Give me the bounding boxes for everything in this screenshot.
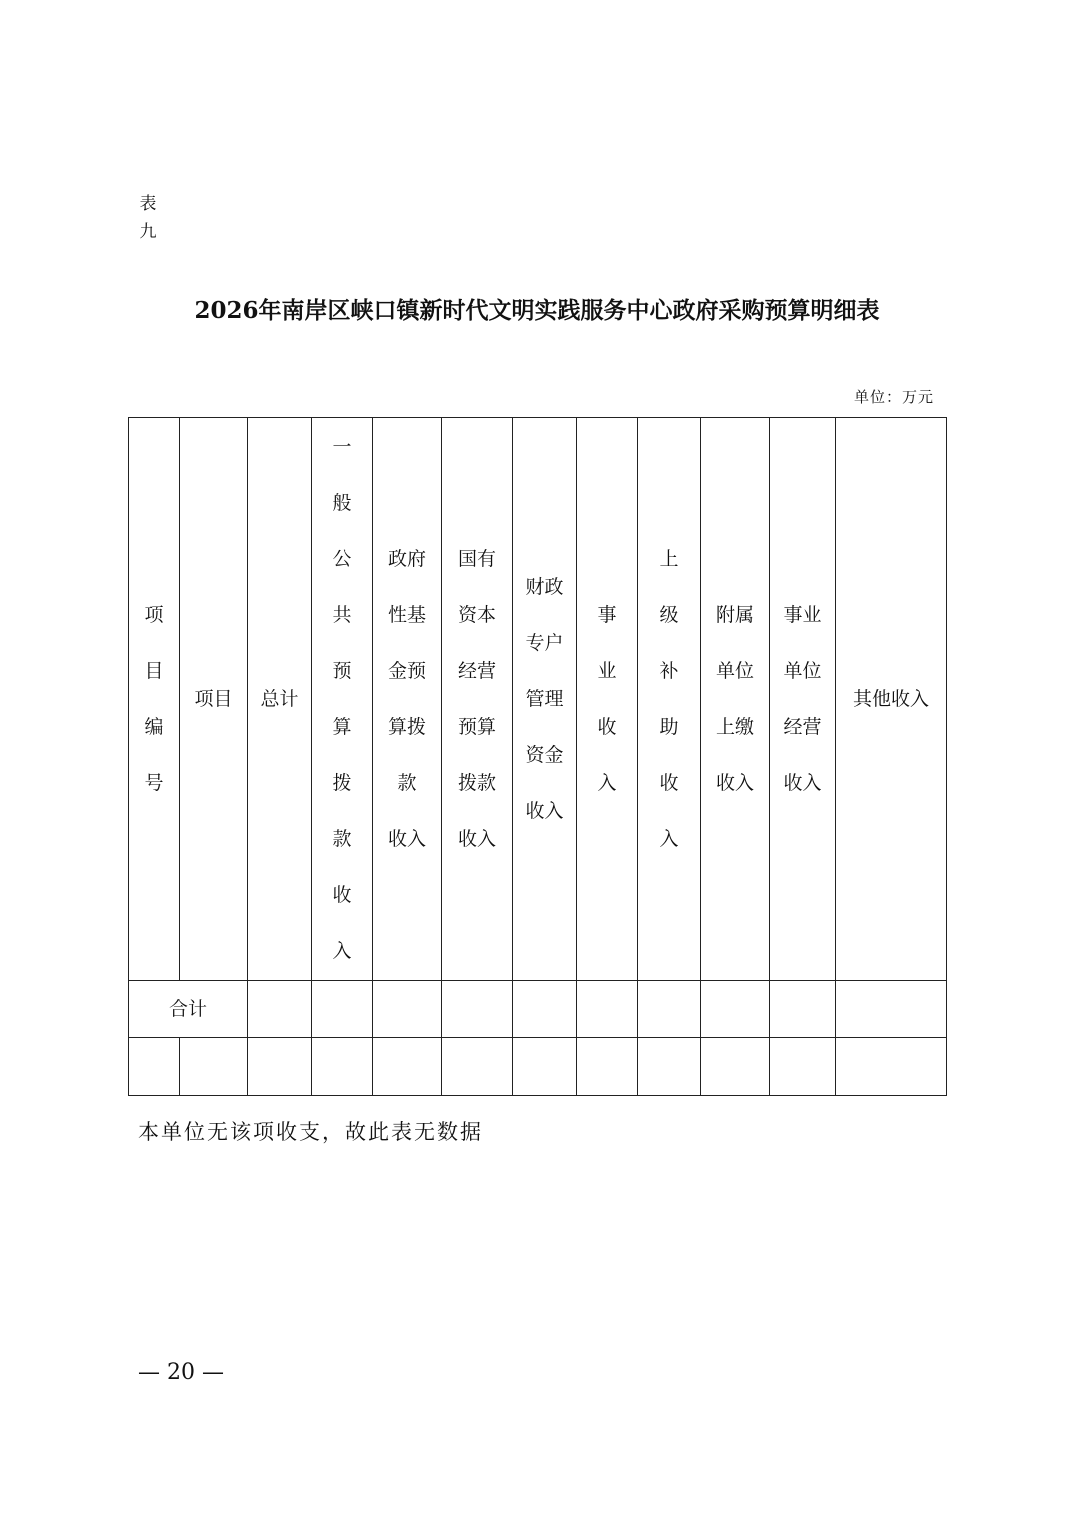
total-cell xyxy=(577,981,638,1038)
header-line: 入 xyxy=(597,772,617,794)
header-line: 事业 xyxy=(783,604,822,626)
total-cell xyxy=(248,981,312,1038)
header-line: 单位 xyxy=(715,660,754,682)
table-label-char: 表 xyxy=(139,194,157,214)
table-cell xyxy=(373,1038,442,1096)
header-line: 资金 xyxy=(525,744,564,766)
header-line: 财政 xyxy=(525,576,564,598)
header-line: 收入 xyxy=(387,828,426,850)
header-cell-total xyxy=(248,418,312,981)
header-line: 般 xyxy=(332,492,352,514)
header-line: 资本 xyxy=(457,604,496,626)
table-cell xyxy=(513,1038,577,1096)
header-line: 收入 xyxy=(457,828,496,850)
header-line: 金预 xyxy=(387,660,426,682)
total-cell xyxy=(442,981,513,1038)
header-line: 收入 xyxy=(525,800,564,822)
header-line: 公 xyxy=(332,548,352,570)
header-cell-affiliated xyxy=(701,418,770,981)
table-cell xyxy=(312,1038,373,1096)
header-line: 收入 xyxy=(783,772,822,794)
header-cell-code xyxy=(129,418,180,981)
header-line: 一 xyxy=(332,436,352,458)
header-cell-fund xyxy=(373,418,442,981)
header-line: 目 xyxy=(144,660,164,682)
no-data-note: 本单位无该项收支，故此表无数据 xyxy=(138,1120,483,1144)
header-cell-operating xyxy=(770,418,836,981)
header-cell-general xyxy=(312,418,373,981)
table-cell xyxy=(248,1038,312,1096)
header-line: 入 xyxy=(659,828,679,850)
table-cell xyxy=(836,1038,947,1096)
header-line: 总计 xyxy=(260,688,299,710)
header-line: 其他收入 xyxy=(852,688,929,710)
header-line: 款 xyxy=(332,828,352,850)
table-cell xyxy=(577,1038,638,1096)
header-line: 拨 xyxy=(332,772,352,794)
header-line: 共 xyxy=(332,604,352,626)
budget-table xyxy=(128,417,947,1096)
header-line: 经营 xyxy=(783,716,822,738)
page-number: — 20 — xyxy=(138,1360,224,1385)
header-line: 经营 xyxy=(457,660,496,682)
header-line: 收入 xyxy=(715,772,754,794)
header-row xyxy=(129,418,947,981)
header-line: 拨款 xyxy=(457,772,496,794)
table-cell xyxy=(638,1038,701,1096)
header-line: 政府 xyxy=(387,548,426,570)
header-cell-special xyxy=(513,418,577,981)
total-row-label: 合计 xyxy=(129,981,248,1038)
header-cell-other xyxy=(836,418,947,981)
header-line: 补 xyxy=(659,660,679,682)
header-cell-business xyxy=(577,418,638,981)
header-line: 预算 xyxy=(457,716,496,738)
total-cell xyxy=(701,981,770,1038)
header-line: 收 xyxy=(332,884,352,906)
header-line: 编 xyxy=(144,716,164,738)
header-line: 上 xyxy=(659,548,679,570)
table-cell xyxy=(701,1038,770,1096)
header-line: 预 xyxy=(332,660,352,682)
header-line: 收 xyxy=(659,772,679,794)
header-line: 上缴 xyxy=(715,716,754,738)
header-cell-state xyxy=(442,418,513,981)
header-line: 性基 xyxy=(387,604,426,626)
total-cell xyxy=(836,981,947,1038)
page-title: 2026年南岸区峡口镇新时代文明实践服务中心政府采购预算明细表 xyxy=(194,297,880,324)
table-cell xyxy=(442,1038,513,1096)
header-line: 算 xyxy=(332,716,352,738)
table-label-char: 九 xyxy=(139,222,157,242)
header-line: 款 xyxy=(397,772,417,794)
header-line: 附属 xyxy=(715,604,754,626)
total-cell xyxy=(312,981,373,1038)
total-cell xyxy=(770,981,836,1038)
header-line: 项目 xyxy=(194,688,233,710)
header-line: 入 xyxy=(332,940,352,962)
header-line: 助 xyxy=(659,716,679,738)
header-line: 级 xyxy=(659,604,679,626)
header-line: 专户 xyxy=(525,632,564,654)
table-cell xyxy=(180,1038,248,1096)
header-line: 管理 xyxy=(525,688,564,710)
header-line: 国有 xyxy=(457,548,496,570)
table-label xyxy=(137,190,159,246)
total-cell xyxy=(513,981,577,1038)
header-line: 业 xyxy=(597,660,617,682)
header-line: 算拨 xyxy=(387,716,426,738)
total-cell xyxy=(638,981,701,1038)
header-line: 项 xyxy=(144,604,164,626)
table-cell xyxy=(129,1038,180,1096)
unit-label: 单位：万元 xyxy=(853,388,934,406)
header-cell-subsidy xyxy=(638,418,701,981)
total-row xyxy=(129,981,947,1038)
table-row xyxy=(129,1038,947,1096)
table-cell xyxy=(770,1038,836,1096)
header-line: 号 xyxy=(144,772,164,794)
header-line: 事 xyxy=(597,604,617,626)
header-cell-item xyxy=(180,418,248,981)
total-cell xyxy=(373,981,442,1038)
header-line: 收 xyxy=(597,716,617,738)
header-line: 单位 xyxy=(783,660,822,682)
